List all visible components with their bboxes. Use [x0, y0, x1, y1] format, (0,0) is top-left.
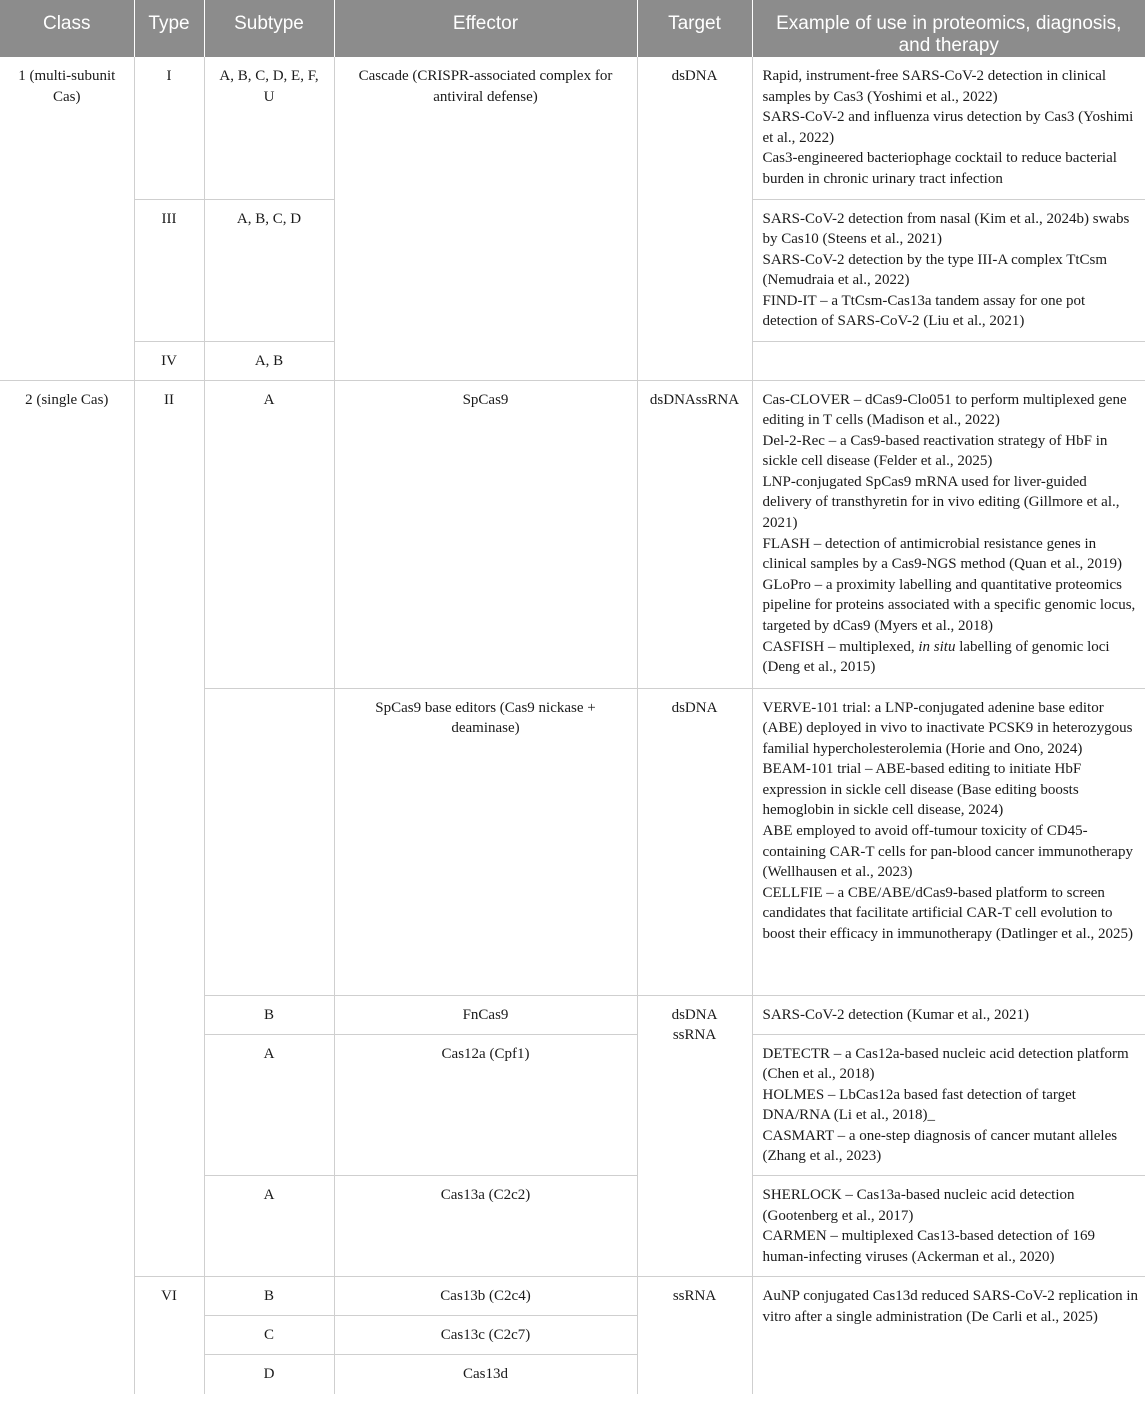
- example-line: VERVE-101 trial: a LNP-conjugated adenine base editor (ABE) deployed in vivo to inactivate PCSK9 in heterozygous familial hypercholesterolemia (Horie and Ono, 2024): [762, 699, 1133, 757]
- type-cell: IV: [134, 341, 204, 380]
- example-line: ABE employed to avoid off-tumour toxicity of CD45-containing CAR-T cells for pan-blood cancer immunotherapy (Wellhausen et al., 2023): [762, 823, 1133, 881]
- header-effector: Effector: [334, 0, 637, 57]
- subtype-cell-empty: [204, 688, 334, 995]
- example-line: CASMART – a one-step diagnosis of cancer mutant alleles (Zhang et al., 2023): [762, 1127, 1118, 1165]
- header-class: Class: [0, 0, 134, 57]
- casfish-text: CASFISH – multiplexed,: [762, 638, 919, 655]
- target-cell: [637, 995, 752, 1277]
- example-line: GLoPro – a proximity labelling and quantitative proteomics pipeline for proteins associated with a specific genomic locus, targeted by dCas9 (Myers et al., 2018): [762, 576, 1136, 635]
- target-cell: dsDNA: [637, 688, 752, 995]
- example-line: AuNP conjugated Cas13d reduced SARS-CoV-2 replication in vitro after a single administration (De Carli et al., 2025): [762, 1288, 1139, 1325]
- subtype-cell: A: [204, 1034, 334, 1176]
- example-line: [763, 637, 1140, 678]
- target-cell: dsDNAssRNA: [637, 380, 752, 688]
- example-line: SARS-CoV-2 detection by the type III-A complex TtCsm (Nemudraia et al., 2022): [762, 251, 1108, 289]
- effector-cell: Cas13a (C2c2): [334, 1176, 637, 1277]
- example-line: FLASH – detection of antimicrobial resistance genes in clinical samples by a Cas9-NGS method (Quan et al., 2019): [762, 535, 1123, 573]
- effector-cell: SpCas9 base editors (Cas9 nickase + deaminase): [334, 688, 637, 995]
- class-cell: 2 (single Cas): [0, 380, 134, 1394]
- table-row: [0, 57, 1145, 199]
- subtype-cell: A, B, C, D: [204, 199, 334, 341]
- example-cell-empty: [752, 341, 1145, 380]
- example-line: SARS-CoV-2 detection from nasal (Kim et al., 2024b) swabs by Cas10 (Steens et al., 2021): [762, 210, 1130, 248]
- casfish-italic-text: in situ: [918, 638, 956, 655]
- example-line: BEAM-101 trial – ABE-based editing to initiate HbF expression in sickle cell disease (Base editing boosts hemoglobin in sickle cell disease, 2024): [762, 761, 1082, 819]
- subtype-cell: A, B: [204, 341, 334, 380]
- example-cell: [752, 199, 1145, 341]
- example-line: Del-2-Rec – a Cas9-based reactivation strategy of HbF in sickle cell disease (Felder et al., 2025): [762, 432, 1108, 470]
- class-cell: 1 (multi-subunit Cas): [0, 57, 134, 380]
- target-cell: ssRNA: [637, 1277, 752, 1394]
- effector-cell: Cas13b (C2c4): [334, 1277, 637, 1316]
- example-line: SHERLOCK – Cas13a-based nucleic acid detection (Gootenberg et al., 2017): [762, 1187, 1075, 1224]
- effector-cell: Cas12a (Cpf1): [334, 1034, 637, 1176]
- example-line: Cas3-engineered bacteriophage cocktail to reduce bacterial burden in chronic urinary tract infection: [762, 150, 1117, 187]
- example-line: SARS-CoV-2 and influenza virus detection by Cas3 (Yoshimi et al., 2022): [762, 109, 1134, 146]
- subtype-cell: A, B, C, D, E, F, U: [204, 57, 334, 199]
- example-line: HOLMES – LbCas12a based fast detection of target DNA/RNA (Li et al., 2018)_: [762, 1086, 1076, 1124]
- example-cell: [752, 995, 1145, 1034]
- table-row: [0, 1277, 1145, 1316]
- example-line: CELLFIE – a CBE/ABE/dCas9-based platform to screen candidates that facilitate artificial CAR-T cell evolution to boost their efficacy in immunotherapy (Datlinger et al., 2025): [762, 884, 1133, 943]
- example-cell: [752, 1277, 1145, 1394]
- subtype-cell: C: [204, 1316, 334, 1355]
- type-cell: II: [134, 380, 204, 1277]
- header-target: Target: [637, 0, 752, 57]
- example-cell: [752, 1034, 1145, 1176]
- table-row: [0, 380, 1145, 688]
- subtype-cell: D: [204, 1355, 334, 1394]
- header-example: Example of use in proteomics, diagnosis, and therapy: [752, 0, 1145, 57]
- target-line: dsDNA: [671, 1006, 718, 1023]
- example-line: SARS-CoV-2 detection (Kumar et al., 2021): [762, 1006, 1029, 1023]
- example-cell: [752, 1176, 1145, 1277]
- subtype-cell: A: [204, 380, 334, 688]
- casfish-text: labelling of genomic loci (Deng et al., 2015): [762, 638, 1110, 676]
- type-cell: VI: [134, 1277, 204, 1394]
- target-line: ssRNA: [672, 1027, 717, 1044]
- header-row: [0, 0, 1145, 57]
- header-type: Type: [134, 0, 204, 57]
- example-line: Cas-CLOVER – dCas9-Clo051 to perform multiplexed gene editing in T cells (Madison et al., 2022): [762, 391, 1127, 429]
- example-line: DETECTR – a Cas12a-based nucleic acid detection platform (Chen et al., 2018): [762, 1045, 1129, 1083]
- example-cell: [752, 688, 1145, 995]
- target-cell: dsDNA: [637, 57, 752, 380]
- type-cell: III: [134, 199, 204, 341]
- effector-cell: SpCas9: [334, 380, 637, 688]
- example-cell: [752, 57, 1145, 199]
- header-subtype: Subtype: [204, 0, 334, 57]
- subtype-cell: B: [204, 995, 334, 1034]
- subtype-cell: B: [204, 1277, 334, 1316]
- example-line: CARMEN – multiplexed Cas13-based detection of 169 human-infecting viruses (Ackerman et al., 2020): [762, 1228, 1095, 1265]
- example-line: LNP-conjugated SpCas9 mRNA used for liver-guided delivery of transthyretin for in vivo editing (Gillmore et al., 2021): [762, 473, 1120, 532]
- effector-cell: Cas13c (C2c7): [334, 1316, 637, 1355]
- example-cell: [752, 380, 1145, 688]
- type-cell: I: [134, 57, 204, 199]
- effector-cell: Cascade (CRISPR-associated complex for antiviral defense): [334, 57, 637, 380]
- effector-cell: FnCas9: [334, 995, 637, 1034]
- subtype-cell: A: [204, 1176, 334, 1277]
- example-line: FIND-IT – a TtCsm-Cas13a tandem assay for one pot detection of SARS-CoV-2 (Liu et al., 2021): [762, 292, 1086, 330]
- example-line: Rapid, instrument-free SARS-CoV-2 detection in clinical samples by Cas3 (Yoshimi et al., 2022): [762, 68, 1107, 105]
- effector-cell: Cas13d: [334, 1355, 637, 1394]
